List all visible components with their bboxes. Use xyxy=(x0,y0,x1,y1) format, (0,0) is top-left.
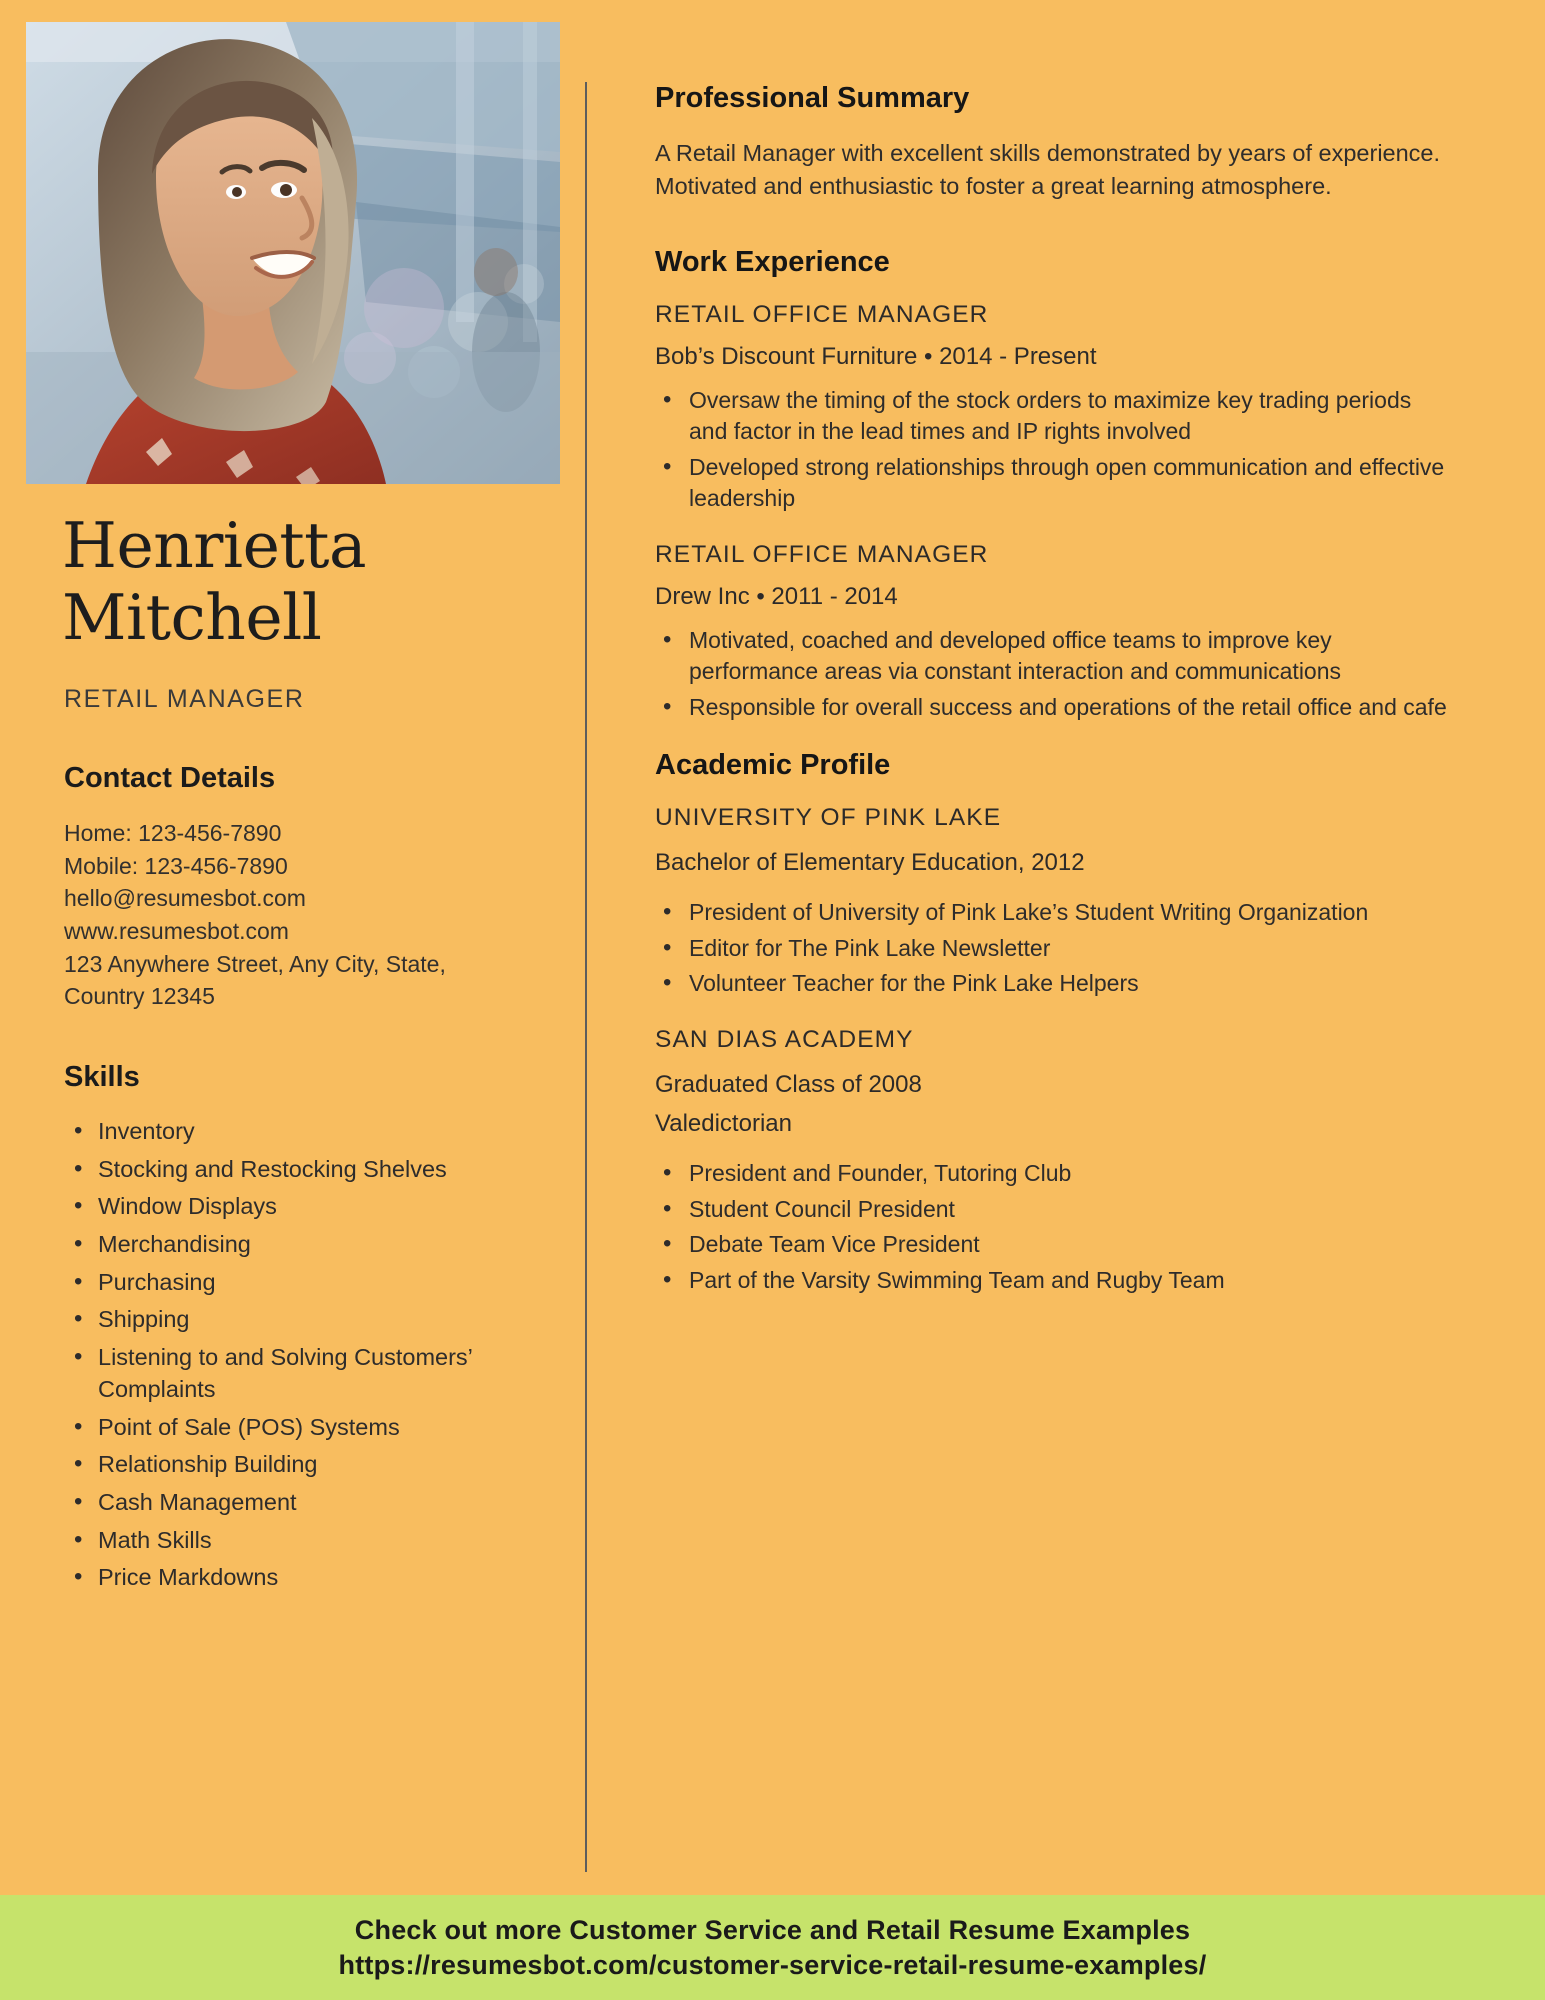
contact-home: Home: 123-456-7890 xyxy=(64,819,282,846)
academic-bullets xyxy=(655,1158,1455,1296)
list-item: • Volunteer Teacher for the Pink Lake Helpers xyxy=(655,968,1455,1000)
academic-heading: Academic Profile xyxy=(655,749,891,782)
skills-heading: Skills xyxy=(64,1060,140,1093)
list-item: • Price Markdowns xyxy=(64,1562,564,1594)
experience-entry xyxy=(655,301,1475,515)
list-item: • Shipping xyxy=(64,1304,564,1336)
experience-bullets xyxy=(655,625,1455,724)
summary-heading: Professional Summary xyxy=(655,82,970,114)
academic-bullets xyxy=(655,897,1455,1000)
list-item: • Editor for The Pink Lake Newsletter xyxy=(655,933,1455,965)
list-item: • Math Skills xyxy=(64,1525,564,1557)
right-column xyxy=(587,0,1545,1895)
contact-address-line1: 123 Anywhere Street, Any City, State, xyxy=(64,950,446,977)
list-item: • Oversaw the timing of the stock orders to maximize key trading periods and factor in the lead times and IP rights involved xyxy=(655,385,1455,448)
list-item: • Inventory xyxy=(64,1116,564,1148)
contact-website[interactable]: www.resumesbot.com xyxy=(64,917,289,944)
footer-promo-text: Check out more Customer Service and Retail Resume Examples xyxy=(354,1914,1191,1945)
list-item: • Part of the Varsity Swimming Team and Rugby Team xyxy=(655,1265,1455,1297)
list-item: • Stocking and Restocking Shelves xyxy=(64,1154,564,1186)
experience-heading: Work Experience xyxy=(655,245,890,278)
academic-entry xyxy=(655,804,1475,1000)
academic-degree: Graduated Class of 2008 xyxy=(655,1070,922,1098)
page-title xyxy=(62,510,585,655)
list-item: • Window Displays xyxy=(64,1191,564,1223)
academic-degree-note: Valedictorian xyxy=(655,1109,792,1137)
experience-meta: Bob’s Discount Furniture • 2014 - Present xyxy=(655,342,1097,370)
job-title: RETAIL MANAGER xyxy=(64,684,305,713)
experience-title: RETAIL OFFICE MANAGER xyxy=(655,540,989,568)
list-item: • Responsible for overall success and operations of the retail office and cafe xyxy=(655,692,1455,724)
first-name: Henrietta xyxy=(62,509,367,582)
academic-degree: Bachelor of Elementary Education, 2012 xyxy=(655,849,1085,877)
list-item: • Point of Sale (POS) Systems xyxy=(64,1412,564,1444)
last-name: Mitchell xyxy=(62,581,322,655)
list-item: • Debate Team Vice President xyxy=(655,1229,1455,1261)
contact-email[interactable]: hello@resumesbot.com xyxy=(64,885,306,912)
list-item: • Listening to and Solving Customers’ Complaints xyxy=(64,1342,564,1405)
profile-photo-image xyxy=(26,22,560,484)
academic-school: SAN DIAS ACADEMY xyxy=(655,1025,914,1053)
academic-school: UNIVERSITY OF PINK LAKE xyxy=(655,804,1002,832)
list-item: • President and Founder, Tutoring Club xyxy=(655,1158,1455,1190)
experience-meta: Drew Inc • 2011 - 2014 xyxy=(655,582,898,610)
list-item: • Relationship Building xyxy=(64,1449,564,1481)
contact-mobile: Mobile: 123-456-7890 xyxy=(64,852,288,879)
list-item: • Developed strong relationships through open communication and effective leadership xyxy=(655,452,1455,515)
contact-address-line2: Country 12345 xyxy=(64,983,215,1010)
list-item: • Student Council President xyxy=(655,1194,1455,1226)
academic-entry xyxy=(655,1026,1475,1296)
experience-entry xyxy=(655,541,1475,724)
experience-title: RETAIL OFFICE MANAGER xyxy=(655,300,989,328)
list-item: • President of University of Pink Lake’s Student Writing Organization xyxy=(655,897,1455,929)
experience-bullets xyxy=(655,385,1455,515)
list-item: • Merchandising xyxy=(64,1229,564,1261)
left-column xyxy=(0,0,585,1895)
list-item: • Motivated, coached and developed office teams to improve key performance areas via constant interaction and communications xyxy=(655,625,1455,688)
footer-url[interactable]: https://resumesbot.com/customer-service-retail-resume-examples/ xyxy=(338,1949,1207,1980)
list-item: • Cash Management xyxy=(64,1487,564,1519)
profile-photo xyxy=(26,22,560,484)
skills-list xyxy=(64,1116,564,1594)
list-item: • Purchasing xyxy=(64,1267,564,1299)
contact-details xyxy=(64,817,564,1013)
contact-heading: Contact Details xyxy=(64,761,276,794)
summary-text: A Retail Manager with excellent skills demonstrated by years of experience. Motivated and enthusiastic to foster a great learning atmosphere. xyxy=(655,140,1441,200)
footer-banner xyxy=(0,1895,1545,2000)
